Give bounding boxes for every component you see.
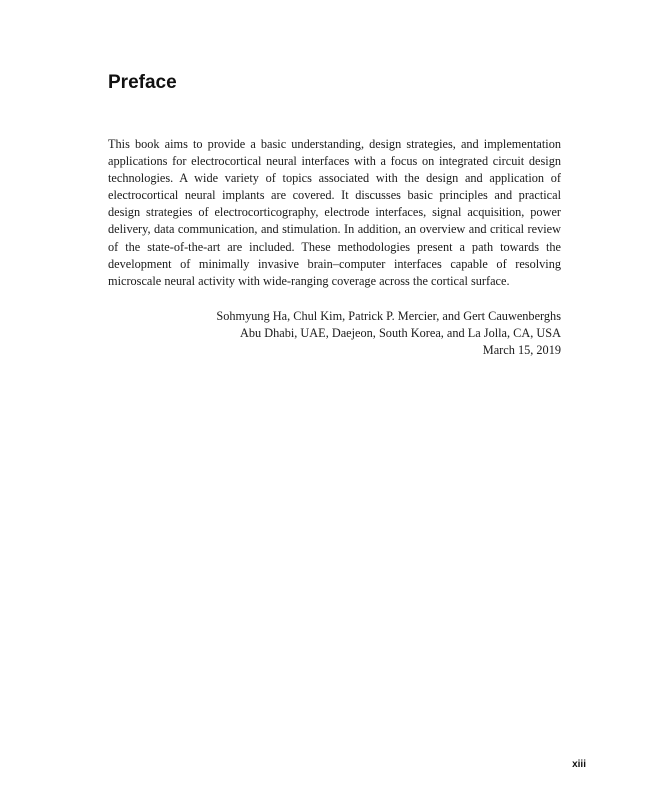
page-number: xiii — [572, 759, 586, 770]
page-title: Preface — [108, 72, 177, 93]
signature-block — [108, 308, 561, 359]
preface-date: March 15, 2019 — [482, 343, 561, 357]
author-names: Sohmyung Ha, Chul Kim, Patrick P. Mercier, and Gert Cauwenberghs — [216, 309, 561, 323]
author-locations: Abu Dhabi, UAE, Daejeon, South Korea, and La Jolla, CA, USA — [239, 326, 561, 340]
preface-paragraph: This book aims to provide a basic understanding, design strategies, and implementation applications for electrocortical neural interfaces with a focus on integrated circuit design technologies. A wide variety of topics associated with the design and application of electrocortical neural implants are covered. It discusses basic principles and practical design strategies of electrocorticography, electrode interfaces, signal acquisition, power delivery, data communication, and stimulation. In addition, an overview and critical review of the state-of-the-art are included. These methodologies present a path towards the development of minimally invasive brain–computer interfaces capable of resolving microscale neural activity with wide-ranging coverage across the cortical surface. — [108, 137, 561, 288]
